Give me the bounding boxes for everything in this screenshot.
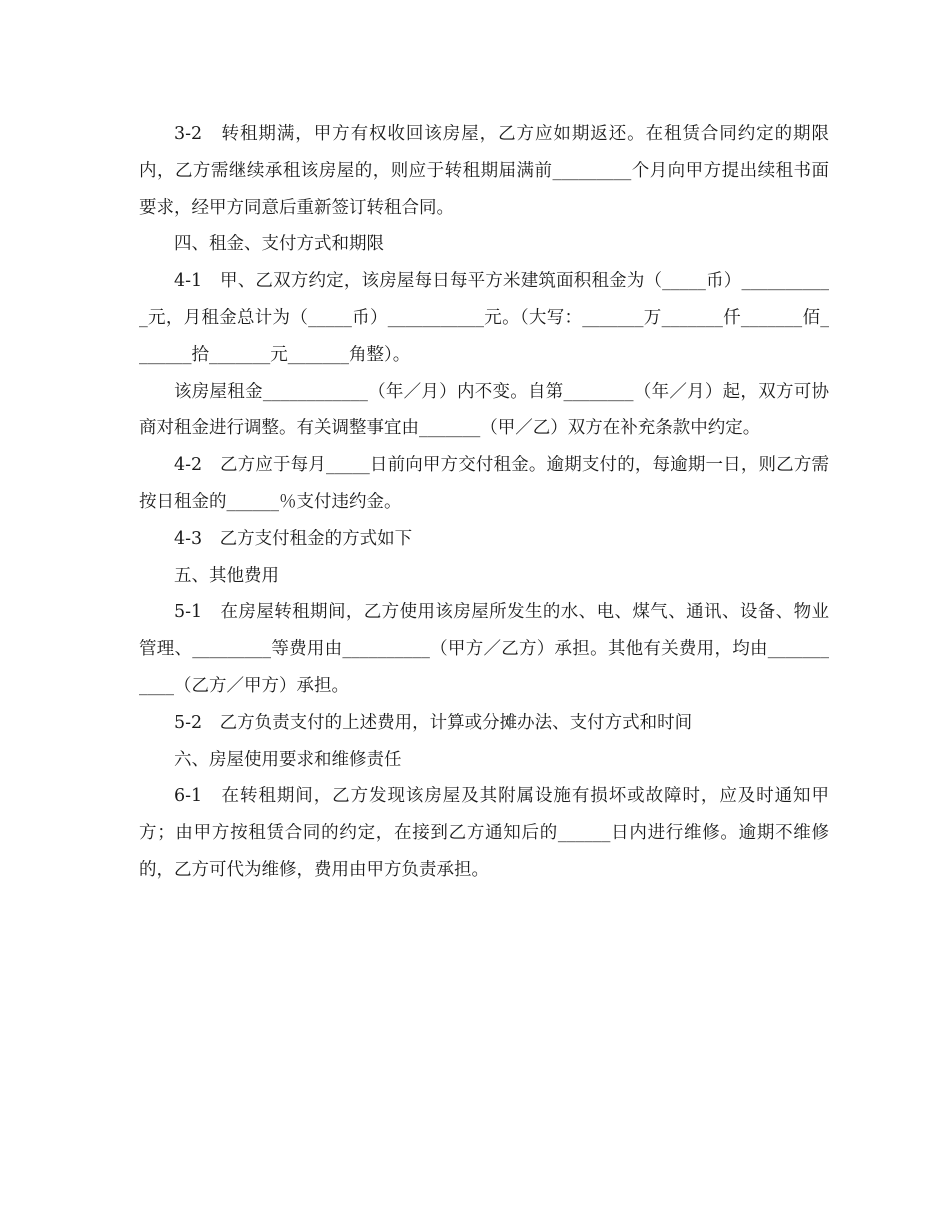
clause-4-1-paragraph: 4-1 甲、乙双方约定，该房屋每日每平方米建筑面积租金为（_____币）___________元，月租金总计为（_____币）___________元。（大写：_______万_______仟_______佰_______拾_______元_______角整）。 (139, 271, 829, 365)
clause-4-2-paragraph: 4-2 乙方应于每月_____日前向甲方交付租金。逾期支付的，每逾期一日，则乙方需按日租金的______％支付违约金。 (139, 455, 829, 512)
section-4-heading: 四、租金、支付方式和期限 (174, 234, 384, 255)
section-5-heading: 五、其他费用 (174, 565, 279, 586)
clause-5-1-paragraph: 5-1 在房屋转租期间，乙方使用该房屋所发生的水、电、煤气、通讯、设备、物业管理、_________等费用由__________（甲方／乙方）承担。其他有关费用，均由___________（乙方／甲方）承担。 (139, 602, 829, 696)
clause-4-3-paragraph: 4-3 乙方支付租金的方式如下 (174, 528, 413, 549)
clause-5-2-paragraph: 5-2 乙方负责支付的上述费用，计算或分摊办法、支付方式和时间 (174, 712, 693, 733)
section-6-heading: 六、房屋使用要求和维修责任 (174, 749, 402, 770)
clause-3-2-paragraph: 3-2 转租期满，甲方有权收回该房屋，乙方应如期返还。在租赁合同约定的期限内，乙方需继续承租该房屋的，则应于转租期届满前_________个月向甲方提出续租书面要求，经甲方同意后重新签订转租合同。 (139, 124, 829, 218)
contract-body (139, 116, 829, 889)
clause-6-1-paragraph: 6-1 在转租期间，乙方发现该房屋及其附属设施有损坏或故障时，应及时通知甲方；由甲方按租赁合同的约定，在接到乙方通知后的______日内进行维修。逾期不维修的，乙方可代为维修，费用由甲方负责承担。 (139, 786, 829, 880)
rent-adjustment-paragraph: 该房屋租金____________（年／月）内不变。自第________（年／月）起，双方可协商对租金进行调整。有关调整事宜由_______（甲／乙）双方在补充条款中约定。 (139, 381, 829, 439)
